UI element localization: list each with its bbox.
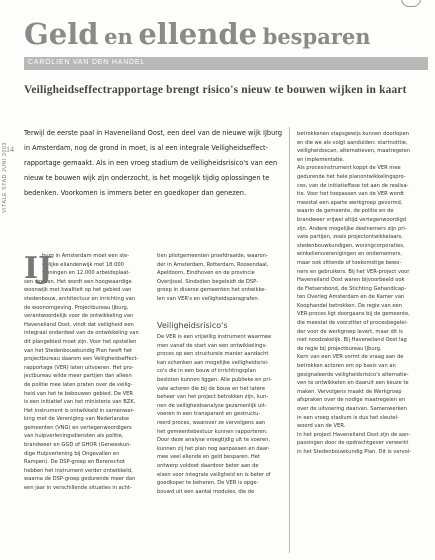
body-line: veiligheidsscan, alternatieven, maatregelen <box>297 148 411 155</box>
body-line: Koophandel betrokken. De regie van een <box>297 302 402 309</box>
body-line: Overijssel. Sindsdien begeleidt de DSP- <box>157 278 258 285</box>
body-line: stedenbouw, architectuur en inrichting van <box>24 295 136 302</box>
body-line: gedurende het hele planontwikkelingspro- <box>297 173 406 180</box>
body-line: ontwerp voldoet daardoor beter aan de <box>157 462 259 469</box>
body-line: meestal een aparte werkgroep gevormd, <box>297 199 403 206</box>
article-subtitle: Veiligheidseffectrapportage brengt risico's nieuw te bouwen wijken in kaart <box>24 84 407 96</box>
body-line: tie. Voor het toepassen van de VER wordt <box>297 191 405 198</box>
body-line: sen worden. Het wordt een hoogwaardige <box>24 278 132 285</box>
lead-line: in Amsterdam, nog de grond in moet, is al een integrale Veiligheidseffect- <box>24 144 268 152</box>
title-word-en: en <box>104 24 133 49</box>
body-line: stedenbouwkundigen, woningcorporaties, <box>297 242 405 249</box>
body-line: de Fietsersbond, de Stichting Gehandicap- <box>297 285 407 292</box>
body-line: co's die in een bouw of inrichtingsplan <box>157 368 256 375</box>
author-name: CAROLIEN VAN DEN HANDEL <box>28 59 146 66</box>
body-column-left <box>24 252 148 493</box>
body-line: groep in diverse gemeenten het ontwikke- <box>157 287 267 294</box>
article-title <box>24 17 424 51</box>
body-line: winkeliersverenigingen en ondernemers, <box>297 251 402 258</box>
body-line: nen de veiligheidsanalyse gezamenlijk uit- <box>157 402 267 409</box>
body-line: king met de Vereniging van Nederlandse <box>24 416 129 423</box>
body-line: beheer van het project betrokken zijn, kun- <box>157 394 269 401</box>
column-divider <box>289 127 290 553</box>
body-line: reerd proces, waarover ze vervolgens aan <box>157 419 266 426</box>
body-line: betrokken actoren om op basis van an <box>297 363 396 370</box>
body-line: Haveneiland Oost waren bijvoorbeeld ook <box>297 277 405 284</box>
body-line: rapportage (VER) laten uitvoeren. Het pro- <box>24 364 134 371</box>
body-line: woord van de VER. <box>297 423 346 430</box>
side-page-mark: 14 <box>6 145 14 154</box>
body-line: Het instrument is ontwikkeld in samenwer- <box>24 407 135 414</box>
body-line: Haveneiland Oost, vindt dat veiligheid een <box>24 321 134 328</box>
body-line: brandweer en GGD of GHOR (Geneeskun- <box>24 442 132 449</box>
body-line: gemeenten (VNG) en vertegenwoordigers <box>24 424 132 431</box>
body-line: over de uitvoering daarvan. Samenwerken <box>297 406 407 412</box>
body-line: maken. Vervolgens maakt de Werkgroep <box>297 388 402 395</box>
title-word-geld: Geld <box>24 17 99 51</box>
body-line: len van VER's en veiligheidsparagrafen. <box>157 295 260 302</box>
body-line: die meestal de voorzitter of procesbegelei- <box>297 320 408 327</box>
body-line: passingen door de opdrachtgever verwerkt <box>297 440 409 447</box>
body-line: zijn. Andere mogelijke deelnemers zijn pri- <box>297 225 407 232</box>
body-line: Apeldoorn, Eindhoven en de provincie <box>157 270 255 277</box>
body-line: in een vroeg stadium is dus het sleutel- <box>297 414 399 421</box>
body-line: projectbureau daarom een Veiligheidseffect- <box>24 356 139 363</box>
body-line: Kern van een VER vormt de vraag aan de <box>297 354 404 361</box>
body-line: ces, van de initiatieffase tot aan de realisa- <box>297 182 409 189</box>
lead-line: bedenken. Voorkomen is immers beter en goedkoper dan genezen. <box>24 189 247 197</box>
body-line: mee veel ellende en geld besparen. Het <box>157 454 260 461</box>
body-line: gesignaleerde veiligheidsrisico's alternatie- <box>297 371 409 378</box>
body-line: dige Hulpverlening bij Ongevallen en <box>24 450 120 457</box>
author-bar <box>24 57 428 70</box>
body-column-middle <box>157 252 283 304</box>
body-line: ven te ontwikkelen en daaruit een keuze te <box>297 380 409 387</box>
lead-paragraph <box>24 126 282 201</box>
body-line: kunnen zij het plan nog aanpassen en daar- <box>157 445 270 452</box>
body-line: Rampen). De DSP-groep en Berenschot <box>24 459 125 466</box>
body-line: en die we als volgt aanduiden: startnotitie, <box>297 139 408 146</box>
body-column-right <box>297 130 429 457</box>
body-line: ners en gebruikers. Bij het VER-project voor <box>297 268 410 275</box>
body-line: brandweer vrijwel altijd vertegenwoordigd <box>297 216 407 223</box>
body-line: besloten kunnen liggen. Alle publieke en pri- <box>157 376 272 383</box>
body-line: en implementatie. <box>297 156 345 163</box>
body-line: vate partijen, zoals projectontwikkelaars, <box>297 234 403 241</box>
body-line: hebben het instrument verder ontwikkeld, <box>24 467 133 474</box>
body-line: De VER is een vrijwillig instrument waarmee <box>157 334 272 340</box>
body-line: bouwd uit een aantal modules, die de <box>157 488 255 495</box>
body-line: goedkoper te beheren. De VER is opge- <box>157 480 259 487</box>
body-line: eisen voor integrale veiligheid en is beter of <box>157 471 271 478</box>
body-line: verantwoordelijk voor de ontwikkeling van <box>24 313 134 320</box>
body-line: Als procesinstrument koppt de VER mee <box>297 165 401 172</box>
lead-line: Terwijl de eerste paal in Haveneiland Oost, een deel van de nieuwe wijk IJburg <box>24 129 282 137</box>
body-line: niet noodzakelijk. Bij Haveneiland Oost lag <box>297 337 407 344</box>
lead-line: rapportage gemaakt. Als in een vroeg stadium de veiligheidsrisico's van een <box>24 159 278 167</box>
body-line: integraal onderdeel van de ontwikkeling van <box>24 330 139 337</box>
body-line: de politie mee laten praten over de veilig- <box>24 381 133 388</box>
title-word-besparen: besparen <box>262 24 371 49</box>
body-line: waarin de gemeente, de politie en de <box>297 208 394 215</box>
body-line: de woonomgeving. Projectbureau IJburg, <box>24 304 129 311</box>
body-line: voeren in een transparant en gestructu- <box>157 411 261 418</box>
body-line: proces op een structurele manier aandacht <box>157 351 269 358</box>
body-line: delijke eilandenwijk met 18.000 <box>42 261 124 268</box>
body-line: woningen en 12.000 arbeidsplaat- <box>42 270 131 277</box>
body-line: In het project Haveneiland Oost zijn de aan- <box>297 431 411 438</box>
body-line: maar ook zittende of toekomstige bewo- <box>297 259 402 266</box>
body-line: VER-proces ligt doorgaans bij de gemeente, <box>297 311 410 318</box>
body-line: ten Overleg Amsterdam en de Kamer van <box>297 294 405 301</box>
body-line: van het Stedenbouwkundig Plan heeft het <box>24 347 133 354</box>
body-line: burg in Amsterdam moet een ste- <box>42 253 130 259</box>
drop-cap: IJ <box>24 251 53 286</box>
body-line: kan schenken aan mogelijke veiligheidsrisi- <box>157 359 269 366</box>
page-number-badge <box>401 0 421 7</box>
body-line: jectbureau wilde meer partijen dan alleen <box>24 373 132 380</box>
body-line: woonwijk met kwaliteit op het gebied van <box>24 287 132 294</box>
body-line: het gemeentebestuur kunnen rapporteren. <box>157 428 268 435</box>
lead-line: nieuw te bouwen wijk zijn onderzocht, is het mogelijk tijdig oplossingen te <box>24 174 270 182</box>
body-line: der in Amsterdam, Rotterdam, Roosendaal, <box>157 261 269 268</box>
body-line: men vanaf de start van een ontwikkelings- <box>157 342 267 349</box>
body-line: der voor de werkgroep levert, maar dit is <box>297 328 403 335</box>
body-line: van hulpverleningsdiensten als politie, <box>24 433 124 440</box>
side-publication-label: VITALE STAD JUNI 2003 <box>2 142 8 213</box>
body-line: tien pilotgemeenten proefdraaide, waaron- <box>157 253 268 259</box>
body-line: heid van het te bebouwen gebied. De VER <box>24 390 133 397</box>
body-line: dit plangebied moet zijn. Voor het opstellen <box>24 338 137 345</box>
body-line: Door deze analyse vroegtijdig uit te voeren, <box>157 437 271 444</box>
body-line: is een initiatief van het ministerie van BZK. <box>24 399 136 406</box>
body-line: waarna de DSP-groep gedurende meer dan <box>24 476 136 483</box>
body-line: een jaar in verschillende situaties in acht- <box>24 485 132 492</box>
body-column-middle-lower <box>157 333 283 496</box>
body-line: de regie bij projectbureau IJburg. <box>297 345 382 352</box>
body-line: afspraken over de nodige maatregelen en <box>297 397 406 404</box>
body-line: vate actoren die bij de bouw en het latere <box>157 385 266 392</box>
title-word-ellende: ellende <box>138 17 258 51</box>
section-heading: Veiligheidsrisico's <box>157 321 228 330</box>
body-line: betrokkenen stapsgewijs kunnen doorlopen <box>297 131 409 137</box>
body-line: in het Stedenbouwkundig Plan. Dit is vervol- <box>297 448 412 455</box>
